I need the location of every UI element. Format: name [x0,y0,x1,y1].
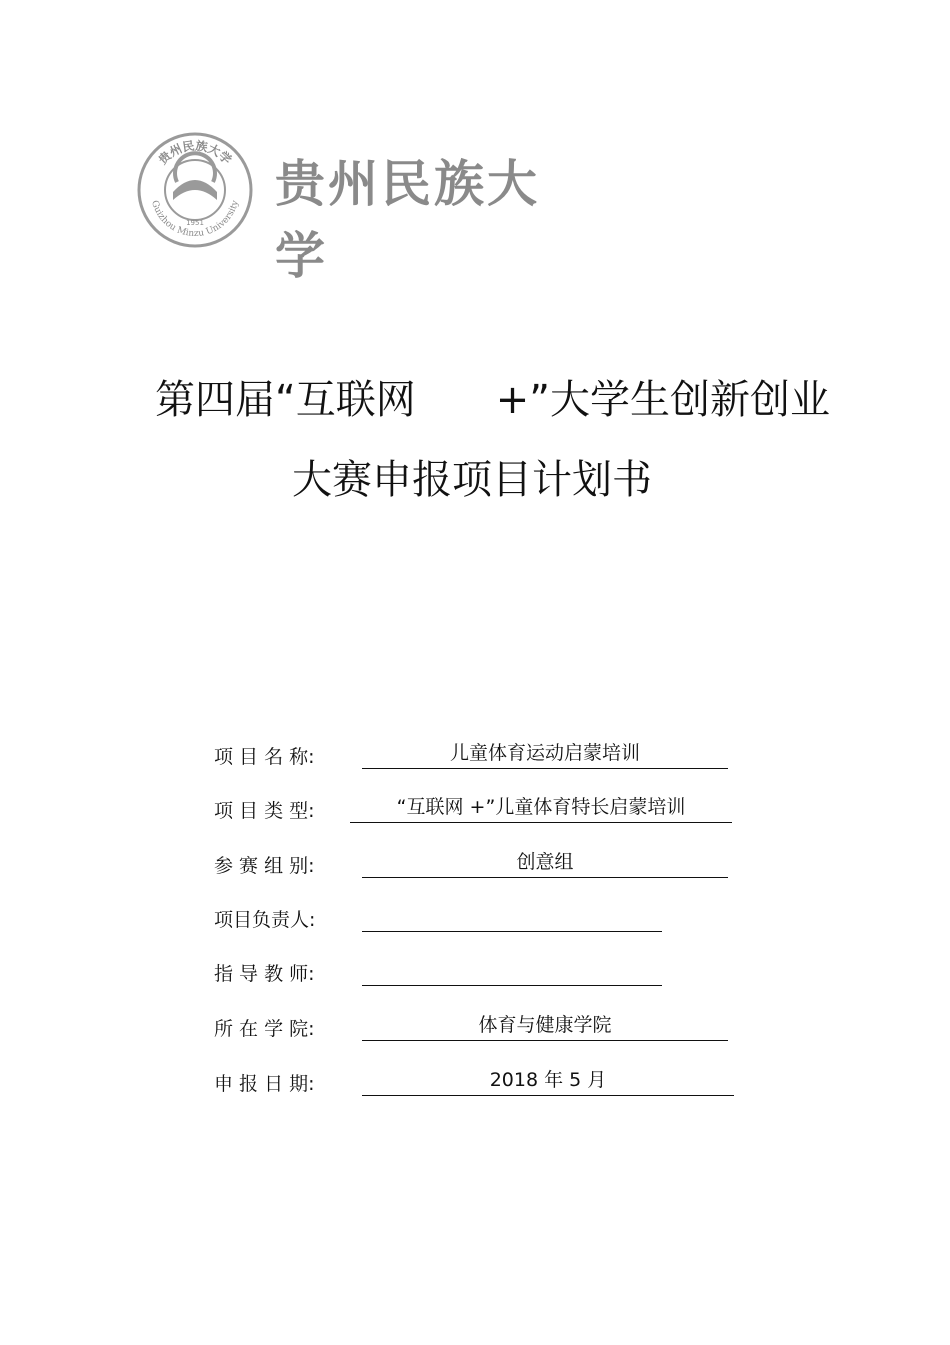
group-field[interactable]: 创意组 [362,851,728,878]
form-label: 项 目 类 型: [214,800,315,822]
form-label: 申 报 日 期: [214,1073,315,1095]
date-field[interactable]: 2018 年 5 月 [362,1069,734,1096]
project-type-field[interactable]: “互联网 +”儿童体育特长启蒙培训 [350,796,732,823]
university-name: 贵州民族大学 [275,154,540,285]
college-field[interactable]: 体育与健康学院 [362,1014,728,1041]
university-logo [135,130,575,285]
form-label: 所 在 学 院: [214,1018,315,1040]
project-name-field[interactable]: 儿童体育运动启蒙培训 [362,742,728,769]
form-label: 指 导 教 师: [214,963,315,985]
seal-year: 1951 [186,219,204,227]
university-seal-icon [135,130,255,250]
seal-text-en: Guizhou Minzu University [148,199,241,240]
advisor-field[interactable] [362,959,662,986]
form-label: 项目负责人: [214,909,316,931]
leader-field[interactable] [362,905,662,932]
form-label: 项 目 名 称: [214,746,315,768]
title-line-1: 第四届“互联网 +”大学生创新创业 [155,377,830,423]
form-label: 参 赛 组 别: [214,855,315,877]
title-line-2: 大赛申报项目计划书 [292,457,652,503]
seal-text-cn: 贵州民族大学 [155,138,235,168]
